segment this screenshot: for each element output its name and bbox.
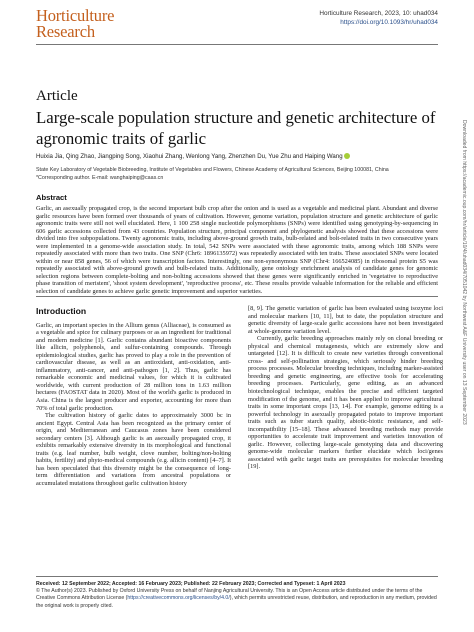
license-link[interactable]: https://creativecommons.org/licenses/by/4.0/ [127,595,230,602]
abstract-text: Garlic, an asexually propagated crop, is the second important bulb crop after the onion and is used as a vegetable and medicinal plant. Abundant and diverse garlic resources have been formed over thousands of years of cultivation. However, genome variation, population structure and genetic architecture of garlic agronomic traits were still not well elucidated. Here, 1 100 258 single nucleotide polymorphisms (SNPs) were identified using genotyping-by-sequencing in 606 garlic accessions collected from 43 countries. Population structure, principal component and phylogenetic analysis showed that these accessions were divided into five subpopulations. Twenty agronomic traits, including above-ground growth traits, bulb-related and bolt-related traits in two consecutive years were implemented in a genome-wide association study. In total, 542 SNPs were associated with these agronomic traits, among which 188 SNPs were repeatedly associated with more than two traits. One SNP (Chr6: 1896135972) was repeatedly associated with ten traits. These associated SNPs were located within or near 858 genes, 56 of which were transcription factors. Interestingly, one non-synonymous SNP (Chr4: 166524085) in ribosomal protein S5 was repeatedly associated with above-ground growth and bulb-related traits. Additionally, gene ontology enrichment analysis of candidate genes for genomic selection regions between complete-bolting and non-bolting accessions showed that these genes were significantly enriched in 'vegetative to reproductive phase transition of meristem', 'shoot system development', 'reproductive process', etc. These results provide valuable information for the reliable and efficient selection of candidate genes to achieve garlic genetic improvement and superior varieties. [36,205,438,296]
body-paragraph: The cultivation history of garlic dates to approximately 3000 bc in ancient Egypt. Central Asia has been recognized as the primary center of origin, and Mediterranean and Caucasus zones have been considered secondary centers [3]. Although garlic is an asexually propagated crop, it exhibits remarkably extensive diversity in its morphological and functional traits (e.g. leaf number, bulb weight, clove number, bolting/non-bolting habits, fertility) and phyto-medical compounds (e.g. allicin content) [4–7]. It has been speculated that this diversity might be the consequence of long-term differentiation and variations from ancestral populations or accumulated mutations throughout garlic cultivation history [36,412,231,488]
article-title: Large-scale population structure and genetic architecture of agronomic traits of garlic [36,108,436,148]
publication-dates: Received: 12 September 2022; Accepted: 16 February 2023; Published: 22 February 2023; Corrected and Typeset: 1 April 2023 [36,581,346,587]
affiliation-block [36,167,446,182]
journal-citation: Horticulture Research, 2023, 10: uhad034 [319,10,438,17]
introduction-heading: Introduction [36,306,87,316]
journal-logo [36,8,114,40]
abstract-heading: Abstract [36,193,67,202]
author-names: Huixia Jia, Qing Zhao, Jiangping Song, Xiaohui Zhang, Wenlong Yang, Zhenzhen Du, Yue Zhu and Haiping Wang [36,153,343,160]
affiliation: State Key Laboratory of Vegetable Biobreeding, Institute of Vegetables and Flowers, Chinese Academy of Agricultural Sciences, Beijing 100081, China [36,167,389,173]
body-column-left [36,308,231,488]
download-watermark [462,120,472,590]
corresponding-author: *Corresponding author. E-mail: wanghaiping@caas.cn [36,174,164,181]
header-citation-block [319,9,438,27]
article-type: Article [36,88,78,104]
copyright-text: © The Author(s) 2023. Published by Oxford University Press on behalf of Nanjing Agricultural University. This is an Open Access article distributed under the terms of the Creative Commons Attribution License ( [36,588,423,602]
abstract-divider [36,296,438,297]
header-divider [36,44,438,45]
body-column-right [248,305,443,471]
body-paragraph: Currently, garlic breeding approaches mainly rely on clonal breeding or physical and chemical mutagenesis, which are extremely slow and untargeted [12]. It is difficult to create new varieties through conventional cross- and self-pollination strategies, which seriously hinder breeding process processes. Molecular breeding techniques, including marker-assisted breeding and genetic engineering, are effective tools for accelerating breeding processes. Particularly, gene editing, as an advanced biotechnological technique, enables the precise and efficient targeted modification of the genome, and it has been applied to improve agricultural traits in some important crops [13, 14]. For example, genome editing is a powerful technology in asexually propagated potato to improve important traits such as tuber starch quality, abiotic-biotic resistance, and self-incompatibility [15–18]. These advanced breeding methods may provide opportunities to accelerate trait improvement and varieties innovation of garlic. However, collecting large-scale genotyping data and discovering genome-wide molecular markers further elucidate which loci/genes associated with garlic target traits are prerequisites for molecular breeding [19]. [248,335,443,471]
article-footer [36,581,438,610]
footer-divider [36,576,438,577]
body-paragraph: Garlic, an important species in the Allium genus (Alliaceae), is consumed as a vegetable and spice for culinary purposes or as an ingredient for traditional and modern medicine [1]. Garlic contains abundant bioactive components like allicin, polyphenols, and sulfur-containing compounds. Through epidemiological studies, garlic has proved to play a role in the prevention of cardiovascular disease, as well as an antioxidant, anti-oxidation, anti-inflammatory, anti-cancer, and anti-pathogen [1, 2]. Thus, garlic has remarkable economic and medicinal values, for which it is cultivated worldwide, with current production of 28 million tons in 1.63 million hectares (FAOSTAT data in 2020). Most of the world's garlic is produced in Asia. China is the largest producer and exporter, accounting for more than 70% of total garlic production. [36,321,231,412]
copyright-tail: ), which permits unrestricted reuse, distribution, and reproduction in any medium, provided the original work is properly cited. [36,595,437,609]
copyright-notice [36,588,438,610]
download-watermark-text: Downloaded from https://academic.oup.com/hr/article/10/4/uhad034/7051042 by Northwest A&F University user on 13 September 2023 [461,120,467,425]
journal-name-line1: Horticulture [36,6,115,25]
journal-name-line2: Research [36,22,95,41]
orcid-icon[interactable] [344,153,350,159]
doi-link[interactable]: https://doi.org/10.1093/hr/uhad034 [340,19,438,26]
author-list [36,153,446,160]
body-paragraph: [8, 9]. The genetic variation of garlic has been evaluated using isozyme loci and molecular markers [10, 11], but to date, the population structure and genetic diversity of large-scale garlic accessions have not been investigated at whole-genome variation level. [248,305,443,335]
